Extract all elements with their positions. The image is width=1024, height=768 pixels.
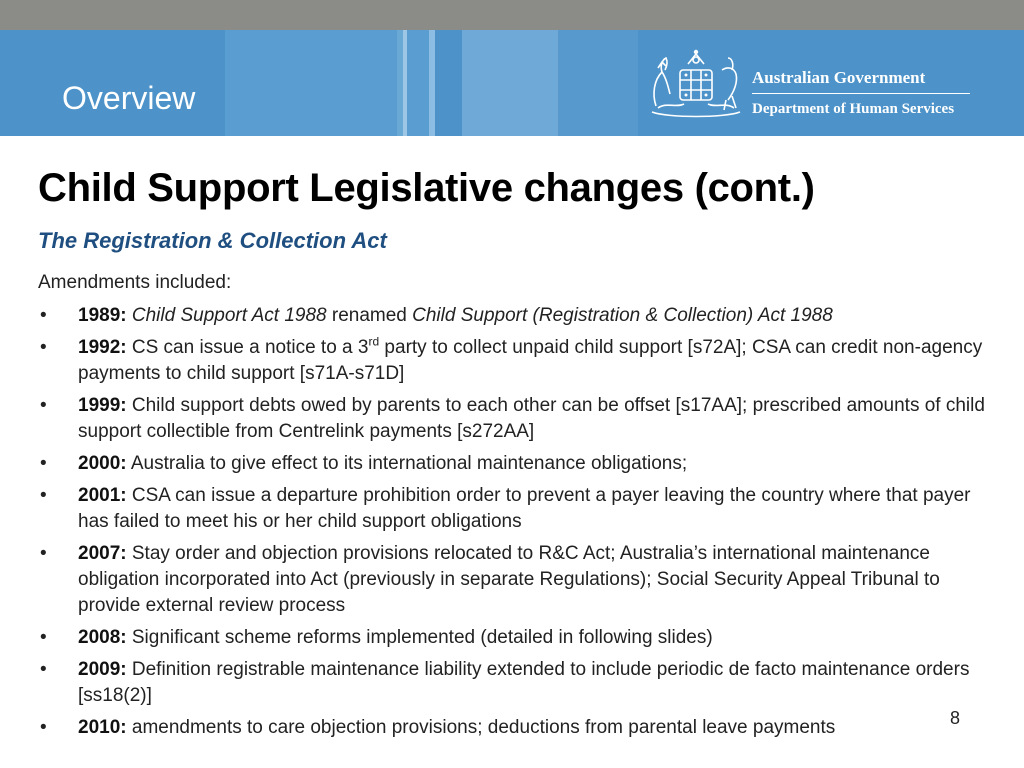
bullet-marker: • — [40, 485, 47, 506]
item-text: Stay order and objection provisions relocated to R&C Act; Australia’s international maintenance obligation incorporated into Act (previously in separate Regulations); Social Security Appeal Tribunal to provide external review process — [78, 543, 940, 616]
government-logo-text — [752, 68, 970, 118]
list-item — [38, 393, 998, 445]
item-text: Child support debts owed by parents to each other can be offset [s17AA]; prescribed amounts of child support collectible from Centrelink payments [s272AA] — [78, 395, 985, 442]
top-grey-strip — [0, 0, 1024, 30]
department-name: Department of Human Services — [752, 101, 955, 117]
item-text: renamed — [326, 305, 413, 326]
bullet-marker: • — [40, 395, 47, 416]
list-item — [38, 657, 998, 709]
act-name: Child Support Act 1988 — [131, 305, 327, 326]
gov-name: Australian Government — [752, 68, 926, 87]
list-item — [38, 541, 998, 619]
banner-stripe — [225, 30, 397, 136]
item-year: 2001: — [78, 485, 127, 506]
superscript: rd — [368, 334, 380, 349]
bullet-marker: • — [40, 659, 47, 680]
bullet-marker: • — [40, 543, 47, 564]
item-text: Significant scheme reforms implemented (detailed in following slides) — [126, 627, 713, 648]
item-year: 1992: — [78, 337, 127, 358]
bullet-marker: • — [40, 337, 47, 358]
item-year: 2008: — [78, 627, 127, 648]
list-item — [38, 335, 998, 387]
list-item — [38, 451, 998, 477]
item-text: amendments to care objection provisions; deductions from parental leave payments — [126, 717, 836, 738]
banner-stripe — [558, 30, 638, 136]
item-text: Definition registrable maintenance liability extended to include periodic de facto maintenance orders [ss18(2)] — [78, 659, 970, 706]
item-year: 1999: — [78, 395, 127, 416]
list-item — [38, 483, 998, 535]
item-text: CS can issue a notice to a 3 — [126, 337, 369, 358]
list-item — [38, 303, 998, 329]
bullet-marker: • — [40, 305, 47, 326]
commonwealth-coat-of-arms-icon — [648, 48, 744, 122]
item-year: 2000: — [78, 453, 127, 474]
item-text: Australia to give effect to its international maintenance obligations; — [126, 453, 688, 474]
slide-subtitle: The Registration & Collection Act — [38, 228, 387, 253]
item-year: 2010: — [78, 717, 127, 738]
bullet-marker: • — [40, 717, 47, 738]
banner-stripe — [462, 30, 558, 136]
item-text: CSA can issue a departure prohibition order to prevent a payer leaving the country where that payer has failed to meet his or her child support obligations — [78, 485, 971, 532]
banner-stripe — [429, 30, 435, 136]
item-text: party to collect unpaid child support [s72A]; CSA can credit non-agency payments to child support [s71A-s71D] — [78, 337, 983, 384]
list-item — [38, 625, 998, 651]
banner-stripe — [407, 30, 429, 136]
list-item — [38, 715, 998, 741]
act-name: Child Support (Registration & Collection) Act 1988 — [412, 305, 833, 326]
item-year: 1989: — [78, 305, 127, 326]
item-year: 2007: — [78, 543, 127, 564]
bullet-marker: • — [40, 453, 47, 474]
slide-title: Child Support Legislative changes (cont.) — [38, 166, 815, 210]
logo-divider — [752, 93, 970, 94]
section-title: Overview — [62, 80, 196, 116]
item-year: 2009: — [78, 659, 127, 680]
page-number: 8 — [950, 708, 961, 728]
bullet-marker: • — [40, 627, 47, 648]
amendments-list — [38, 303, 998, 747]
intro-text: Amendments included: — [38, 272, 232, 293]
